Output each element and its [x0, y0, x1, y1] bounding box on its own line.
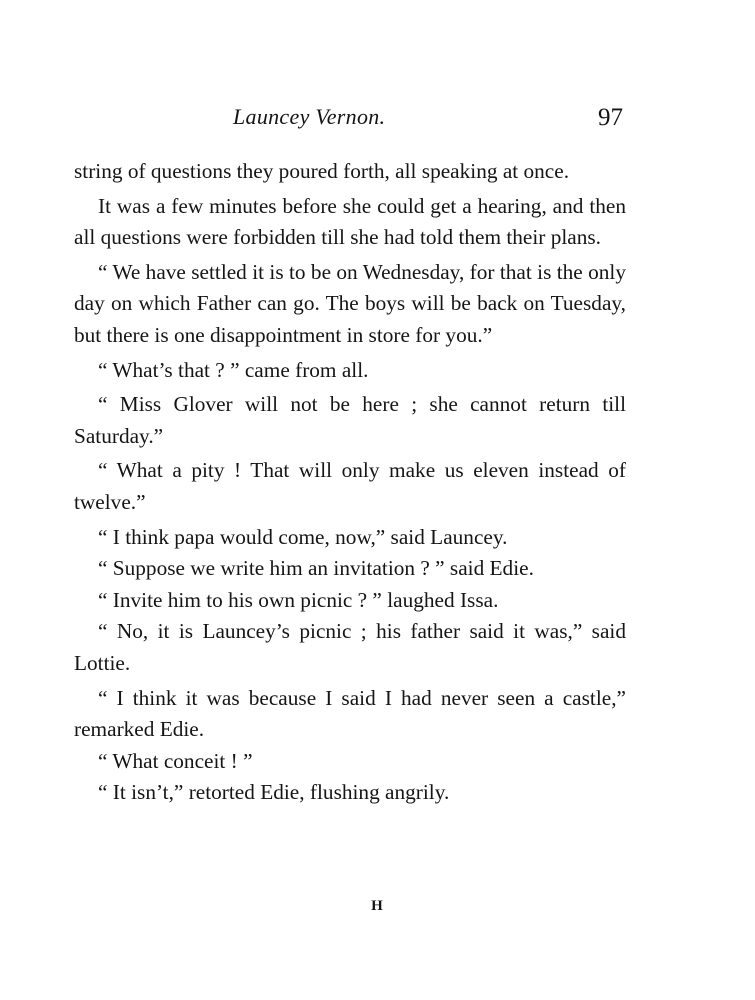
paragraph: “ Suppose we write him an invitation ? ” said Edie. — [98, 556, 534, 581]
paragraph: “ We have settled it is to be on Wednesday, for that is the only day on which Father can go. The boys will be back on Tuesday, but there is one disappointment in store for you.” — [74, 259, 626, 347]
paragraph: string of questions they poured forth, all speaking at once. — [74, 159, 570, 183]
signature-mark: H — [371, 898, 384, 914]
paragraph: “ What’s that ? ” came from all. — [98, 357, 369, 382]
running-head — [0, 100, 755, 140]
paragraph: “ It isn’t,” retorted Edie, flushing angrily. — [98, 780, 450, 805]
body-text — [74, 156, 626, 809]
paragraph: It was a few minutes before she could get a hearing, and then all questions were forbidden till she had told them their plans. — [74, 193, 626, 250]
paragraph: “ I think it was because I said I had never seen a castle,” remarked Edie. — [74, 685, 626, 742]
page-number: 97 — [598, 104, 623, 131]
paragraph: “ No, it is Launcey’s picnic ; his father said it was,” said Lottie. — [74, 619, 626, 675]
paragraph: “ Miss Glover will not be here ; she cannot return till Saturday.” — [74, 392, 626, 448]
paragraph: “ Invite him to his own picnic ? ” laughed Issa. — [98, 587, 499, 612]
paragraph: “ I think papa would come, now,” said Launcey. — [98, 524, 508, 549]
running-title: Launcey Vernon. — [233, 104, 386, 129]
paragraph: “ What conceit ! ” — [98, 748, 253, 773]
paragraph: “ What a pity ! That will only make us eleven instead of twelve.” — [74, 458, 626, 514]
